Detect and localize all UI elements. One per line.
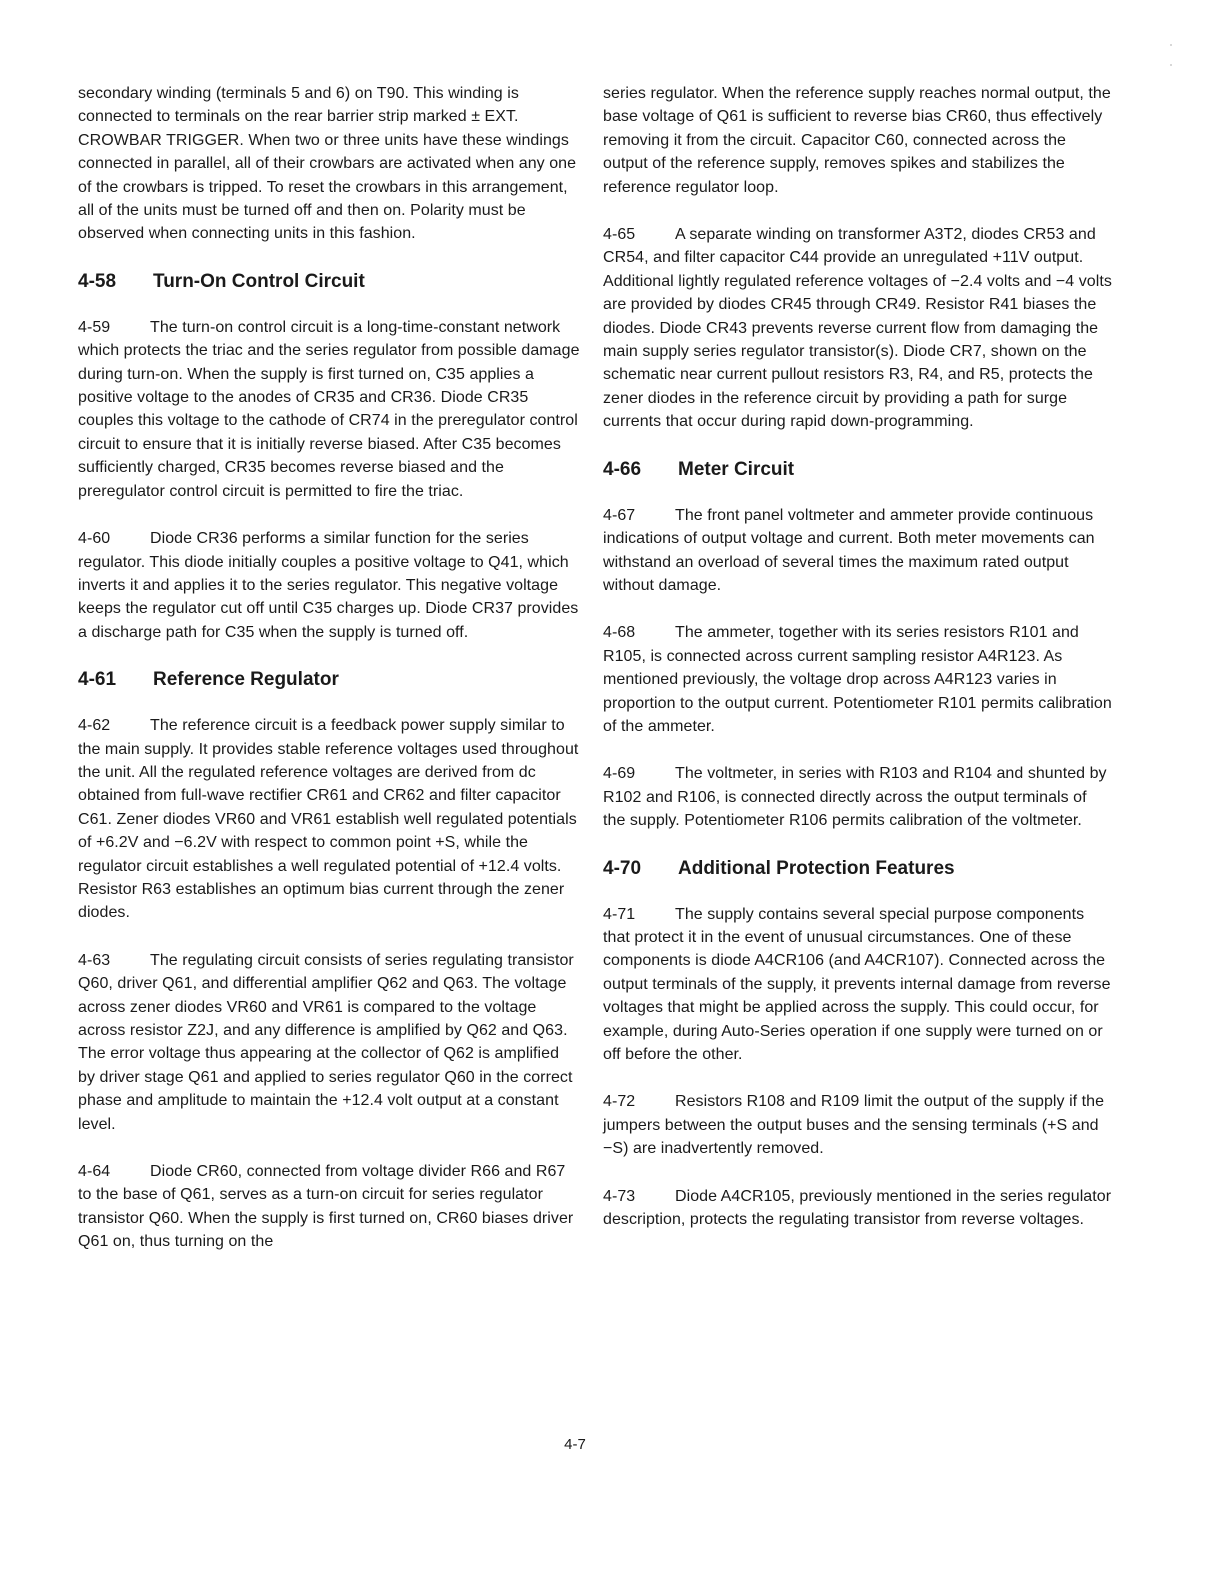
paragraph-text: The ammeter, together with its series resistors R101 and R105, is connected across current sampling resistor A4R123. As mentioned previously, the voltage drop across A4R123 varies in proportion to the output current. Potentiometer R101 permits calibration of the ammeter. (603, 624, 1112, 735)
paragraph-4-63 (78, 949, 580, 1136)
section-title: Meter Circuit (678, 458, 795, 480)
paragraph-number: 4-62 (78, 717, 111, 735)
paragraph-4-62 (78, 714, 580, 925)
section-title: Reference Regulator (153, 669, 339, 691)
section-title: Additional Protection Features (678, 857, 955, 879)
paragraph-4-73 (603, 1185, 1113, 1232)
section-number: 4-66 (603, 458, 642, 480)
paragraph-number: 4-60 (78, 530, 111, 548)
paragraph-text: The reference circuit is a feedback power supply similar to the main supply. It provides stable reference voltages used throughout the unit. All the regulated reference voltages are derived from dc obtained from full-wave rectifier CR61 and CR62 and filter capacitor C61. Zener diodes VR60 and VR61 establish well regulated potentials of +6.2V and −6.2V with respect to common point +S, while the regulator circuit establishes a well regulated potential of +12.4 volts. Resistor R63 establishes an optimum bias current through the zener diodes. (78, 717, 579, 922)
paragraph-continued: secondary winding (terminals 5 and 6) on T90. This winding is connected to terminals on the rear barrier strip marked ± EXT. CROWBAR TRIGGER. When two or three units have these windings connected in parallel, all of their crowbars are activated when any one of the crowbars is tripped. To reset the crowbars in this arrangement, all of the units must be turned off and then on. Polarity must be observed when connecting units in this fashion. (78, 85, 577, 243)
scan-mark (1170, 44, 1172, 46)
section-number: 4-61 (78, 669, 117, 691)
paragraph-4-60 (78, 527, 580, 644)
paragraph-4-59 (78, 316, 580, 503)
paragraph-text: The supply contains several special purpose components that protect it in the event of unusual circumstances. One of these components is diode A4CR106 (and A4CR107). Connected across the output terminals of the supply, it prevents internal damage from reverse voltages that might be applied across the supply. This could occur, for example, during Auto-Series operation if one supply were turned on or off before the other. (603, 905, 1111, 1063)
scan-mark (1170, 64, 1172, 66)
paragraph-number: 4-67 (603, 506, 636, 524)
paragraph-4-65 (603, 223, 1113, 434)
paragraph-text: The voltmeter, in series with R103 and R104 and shunted by R102 and R106, is connected directly across the output terminals of the supply. Potentiometer R106 permits calibration of the voltmeter. (603, 765, 1107, 830)
paragraph-number: 4-71 (603, 905, 636, 923)
paragraph-number: 4-64 (78, 1163, 111, 1181)
paragraph-text: Resistors R108 and R109 limit the output of the supply if the jumpers between the output buses and the sensing terminals (+S and −S) are inadvertently removed. (603, 1093, 1105, 1158)
paragraph-continued: series regulator. When the reference supply reaches normal output, the base voltage of Q61 is sufficient to reverse bias CR60, thus effectively removing it from the circuit. Capacitor C60, connected across the output of the reference supply, removes spikes and stabilizes the reference regulator loop. (603, 85, 1111, 196)
section-heading-4-70 (603, 857, 1113, 881)
paragraph-4-71 (603, 903, 1113, 1067)
paragraph-text: The regulating circuit consists of series regulating transistor Q60, driver Q61, and differential amplifier Q62 and Q63. The voltage across zener diodes VR60 and VR61 is compared to the voltage across resistor Z2J, and any difference is amplified by Q62 and Q63. The error voltage thus appearing at the collector of Q62 is amplified by driver stage Q61 and applied to series regulator Q60 in the correct phase and amplitude to maintain the +12.4 volt output at a constant level. (78, 951, 574, 1133)
paragraph-number: 4-63 (78, 951, 111, 969)
paragraph-number: 4-65 (603, 226, 636, 244)
paragraph-text: Diode CR60, connected from voltage divider R66 and R67 to the base of Q61, serves as a turn-on circuit for series regulator transistor Q60. When the supply is first turned on, CR60 biases driver Q61 on, thus turning on the (78, 1163, 574, 1251)
left-column (78, 82, 580, 1254)
right-column (603, 82, 1113, 1231)
section-number: 4-58 (78, 270, 117, 292)
paragraph-number: 4-68 (603, 624, 636, 642)
paragraph-number: 4-59 (78, 318, 111, 336)
paragraph-4-68 (603, 621, 1113, 738)
paragraph-4-72 (603, 1090, 1113, 1160)
paragraph-4-67 (603, 504, 1113, 598)
page-number: 4-7 (564, 1436, 586, 1453)
paragraph-text: Diode A4CR105, previously mentioned in the series regulator description, protects the regulating transistor from reverse voltages. (603, 1187, 1112, 1229)
paragraph-number: 4-72 (603, 1093, 636, 1111)
paragraph-text: The front panel voltmeter and ammeter provide continuous indications of output voltage and current. Both meter movements can withstand an overload of several times the maximum rated output without damage. (603, 506, 1095, 594)
paragraph-4-69 (603, 762, 1113, 832)
paragraph-text: Diode CR36 performs a similar function for the series regulator. This diode initially couples a positive voltage to Q41, which inverts it and applies it to the series regulator. This negative voltage keeps the regulator cut off until C35 charges up. Diode CR37 provides a discharge path for C35 when the supply is turned off. (78, 530, 579, 641)
paragraph-4-64 (78, 1160, 580, 1254)
paragraph-text: The turn-on control circuit is a long-time-constant network which protects the triac and the series regulator from possible damage during turn-on. When the supply is first turned on, C35 applies a positive voltage to the anodes of CR35 and CR36. Diode CR35 couples this voltage to the cathode of CR74 in the preregulator control circuit to ensure that it is initially reverse biased. After C35 becomes sufficiently charged, CR35 becomes reverse biased and the preregulator control circuit is permitted to fire the triac. (78, 318, 580, 500)
paragraph-text: A separate winding on transformer A3T2, diodes CR53 and CR54, and filter capacitor C44 provide an unregulated +11V output. Additional lightly regulated reference voltages of −2.4 volts and −4 volts are provided by diodes CR45 through CR49. Resistor R41 biases the diodes. Diode CR43 prevents reverse current flow from damaging the main supply series regulator transistor(s). Diode CR7, shown on the schematic near current pullout resistors R3, R4, and R5, protects the zener diodes in the reference circuit by providing a path for surge currents that occur during rapid down-programming. (603, 226, 1112, 431)
section-number: 4-70 (603, 857, 642, 879)
section-heading-4-66 (603, 458, 1113, 482)
paragraph-number: 4-73 (603, 1187, 636, 1205)
section-heading-4-61 (78, 668, 580, 692)
paragraph-number: 4-69 (603, 765, 636, 783)
section-heading-4-58 (78, 270, 580, 294)
section-title: Turn-On Control Circuit (153, 270, 365, 292)
